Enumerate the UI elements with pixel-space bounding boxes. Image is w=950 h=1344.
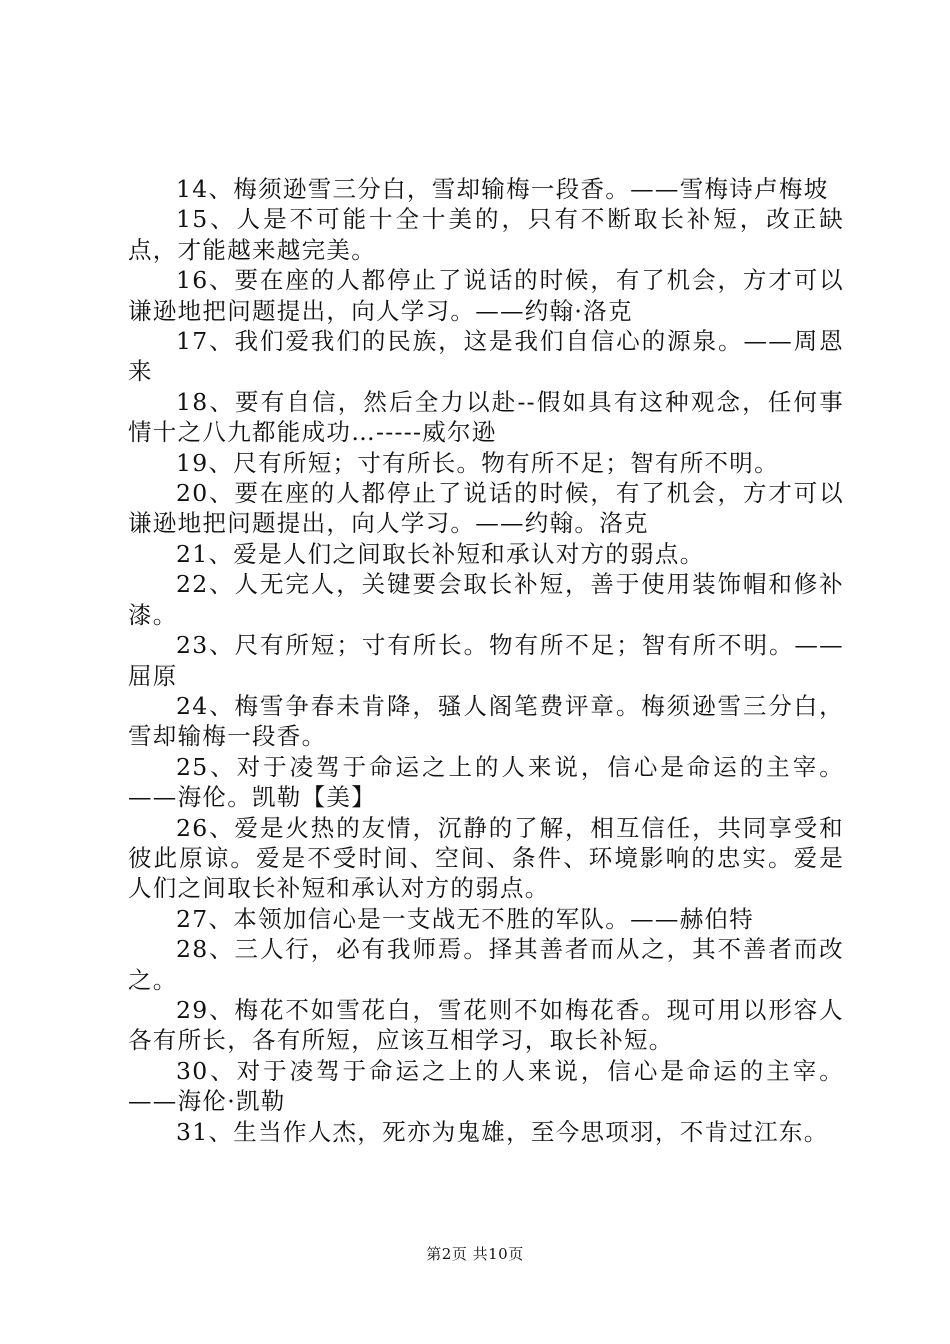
paragraph-19: 19、尺有所短；寸有所长。物有所不足；智有所不明。	[176, 448, 779, 477]
page-footer: 第2页 共10页	[426, 1245, 524, 1263]
paragraph-20: 20、要在座的人都停止了说话的时候，有了机会，方才可以谦逊地把问题提出，向人学习。——约翰。洛克	[128, 479, 844, 538]
paragraph-17: 17、我们爱我们的民族，这是我们自信心的源泉。——周恩来	[128, 327, 844, 386]
paragraph-18: 18、要有自信，然后全力以赴--假如具有这种观念，任何事情十之八九都能成功…-----威尔逊	[128, 387, 844, 447]
paragraph-25: 25、对于凌驾于命运之上的人来说，信心是命运的主宰。——海伦。凯勒【美】	[128, 752, 844, 812]
paragraph-15: 15、人是不可能十全十美的，只有不断取长补短，改正缺点，才能越来越完美。	[128, 205, 844, 264]
paragraph-30: 30、对于凌驾于命运之上的人来说，信心是命运的主宰。——海伦·凯勒	[128, 1056, 844, 1116]
paragraph-27: 27、本领加信心是一支战无不胜的军队。——赫伯特	[176, 904, 755, 933]
document-body	[128, 174, 844, 1147]
paragraph-29: 29、梅花不如雪花白，雪花则不如梅花香。现可用以形容人各有所长，各有所短，应该互相学习，取长补短。	[128, 995, 844, 1055]
paragraph-26: 26、爱是火热的友情，沉静的了解，相互信任，共同享受和彼此原谅。爱是不受时间、空间、条件、环境影响的忠实。爱是人们之间取长补短和承认对方的弱点。	[128, 813, 844, 903]
paragraph-23: 23、尺有所短；寸有所长。物有所不足；智有所不明。——屈原	[128, 631, 844, 690]
paragraph-16: 16、要在座的人都停止了说话的时候，有了机会，方才可以谦逊地把问题提出，向人学习。——约翰·洛克	[128, 266, 844, 325]
paragraph-14: 14、梅须逊雪三分白，雪却输梅一段香。——雪梅诗卢梅坡	[176, 175, 829, 203]
paragraph-22: 22、人无完人，关键要会取长补短，善于使用装饰帽和修补漆。	[128, 570, 844, 629]
paragraph-31: 31、生当作人杰，死亦为鬼雄，至今思项羽，不肯过江东。	[176, 1117, 829, 1146]
paragraph-28: 28、三人行，必有我师焉。择其善者而从之，其不善者而改之。	[128, 935, 844, 994]
paragraph-24: 24、梅雪争春未肯降，骚人阁笔费评章。梅须逊雪三分白，雪却输梅一段香。	[128, 691, 844, 751]
paragraph-21: 21、爱是人们之间取长补短和承认对方的弱点。	[176, 539, 705, 568]
